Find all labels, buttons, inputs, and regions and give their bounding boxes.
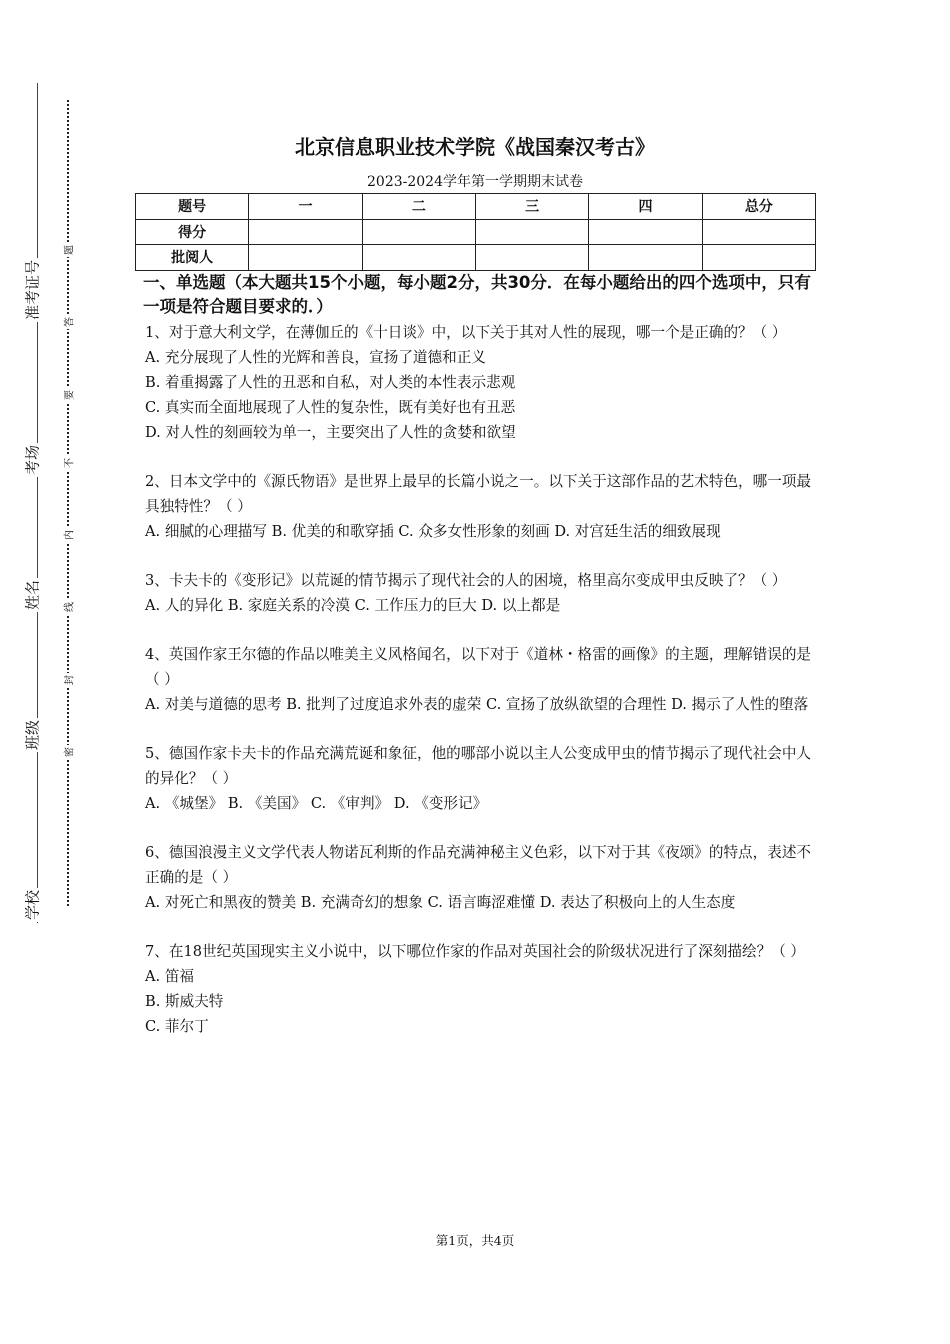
question-option: A. 对美与道德的思考 B. 批判了过度追求外表的虚荣 C. 宣扬了放纵欲望的合理性 D. 揭示了人性的堕落 <box>145 696 809 713</box>
grader-cell <box>702 245 815 271</box>
header-cell: 题号 <box>136 194 249 220</box>
score-cell <box>589 219 702 245</box>
question-option: B. 斯威夫特 <box>145 993 224 1010</box>
question-stem: 5、德国作家卡夫卡的作品充满荒诞和象征，他的哪部小说以主人公变成甲虫的情节揭示了现代社会中人的异化？（ ） <box>145 745 812 787</box>
question-7 <box>145 939 815 1039</box>
seal-char: 不 <box>61 456 76 470</box>
row-label: 得分 <box>136 219 249 245</box>
question-option: A. 细腻的心理描写 B. 优美的和歌穿插 C. 众多女性形象的刻画 D. 对宫廷生活的细致展现 <box>145 523 721 540</box>
school-label: 学校 <box>23 889 42 921</box>
question-stem: 6、德国浪漫主义文学代表人物诺瓦利斯的作品充满神秘主义色彩，以下对于其《夜颂》的特点，表述不正确的是（ ） <box>145 844 812 886</box>
question-4 <box>145 642 815 717</box>
row-label: 批阅人 <box>136 245 249 271</box>
grader-cell <box>249 245 362 271</box>
question-option: A. 人的异化 B. 家庭关系的冷漠 C. 工作压力的巨大 D. 以上都是 <box>145 597 561 614</box>
question-3 <box>145 568 815 618</box>
question-stem: 4、英国作家王尔德的作品以唯美主义风格闻名，以下对于《道林・格雷的画像》的主题，理解错误的是（ ） <box>145 646 812 688</box>
question-option: C. 菲尔丁 <box>145 1018 209 1035</box>
question-option: C. 真实而全面地展现了人性的复杂性，既有美好也有丑恶 <box>145 399 516 416</box>
seal-char: 内 <box>61 528 76 542</box>
name-label: 姓名 <box>23 579 42 611</box>
header-cell: 总分 <box>702 194 815 220</box>
score-table <box>135 193 816 271</box>
score-cell <box>475 219 588 245</box>
exam-title: 北京信息职业技术学院《战国秦汉考古》 <box>295 135 655 159</box>
page-footer: 第1页，共4页 <box>435 1233 515 1248</box>
header-cell: 一 <box>249 194 362 220</box>
binding-solid-line <box>37 83 38 923</box>
exam-id-label: 准考证号 <box>23 259 42 321</box>
question-option: A. 充分展现了人性的光辉和善良，宣扬了道德和正义 <box>145 349 486 366</box>
question-option: B. 着重揭露了人性的丑恶和自私，对人类的本性表示悲观 <box>145 374 516 391</box>
seal-char: 要 <box>61 388 76 402</box>
seal-char: 题 <box>61 243 76 257</box>
table-header-row <box>136 194 816 220</box>
question-1 <box>145 320 815 445</box>
question-6 <box>145 840 815 915</box>
question-5 <box>145 741 815 816</box>
question-2 <box>145 469 815 544</box>
seal-char: 答 <box>61 315 76 329</box>
grader-cell <box>362 245 475 271</box>
table-row <box>136 245 816 271</box>
question-stem: 3、卡夫卡的《变形记》以荒诞的情节揭示了现代社会的人的困境，格里高尔变成甲虫反映了？（ ） <box>145 572 787 589</box>
question-stem: 7、在18世纪英国现实主义小说中，以下哪位作家的作品对英国社会的阶级状况进行了深刻描绘？（ ） <box>145 943 806 960</box>
exam-subtitle: 2023-2024学年第一学期期末试卷 <box>367 174 583 190</box>
question-stem: 2、日本文学中的《源氏物语》是世界上最早的长篇小说之一。以下关于这部作品的艺术特色，哪一项最具独特性？（ ） <box>145 473 812 515</box>
question-option: A. 对死亡和黑夜的赞美 B. 充满奇幻的想象 C. 语言晦涩难懂 D. 表达了积极向上的人生态度 <box>145 894 736 911</box>
seal-char: 密 <box>61 745 76 759</box>
header-cell: 二 <box>362 194 475 220</box>
header-cell: 三 <box>475 194 588 220</box>
questions-area <box>145 271 815 1063</box>
question-option: A. 笛福 <box>145 968 195 985</box>
question-stem: 1、对于意大利文学，在薄伽丘的《十日谈》中，以下关于其对人性的展现，哪一个是正确的？（ ） <box>145 324 787 341</box>
class-label: 班级 <box>23 719 42 751</box>
header-cell: 四 <box>589 194 702 220</box>
section-heading: 一、单选题（本大题共15个小题，每小题2分，共30分．在每小题给出的四个选项中，只有一项是符合题目要求的．） <box>143 273 811 316</box>
table-row <box>136 219 816 245</box>
seal-char: 线 <box>61 600 76 614</box>
score-cell <box>702 219 815 245</box>
score-cell <box>362 219 475 245</box>
question-option: D. 对人性的刻画较为单一，主要突出了人性的贪婪和欲望 <box>145 424 516 441</box>
question-option: A. 《城堡》 B. 《美国》 C. 《审判》 D. 《变形记》 <box>145 795 488 812</box>
grader-cell <box>475 245 588 271</box>
seal-char: 封 <box>61 673 76 687</box>
exam-room-label: 考场 <box>23 444 42 476</box>
score-cell <box>249 219 362 245</box>
seal-dotted-line <box>67 100 69 906</box>
grader-cell <box>589 245 702 271</box>
